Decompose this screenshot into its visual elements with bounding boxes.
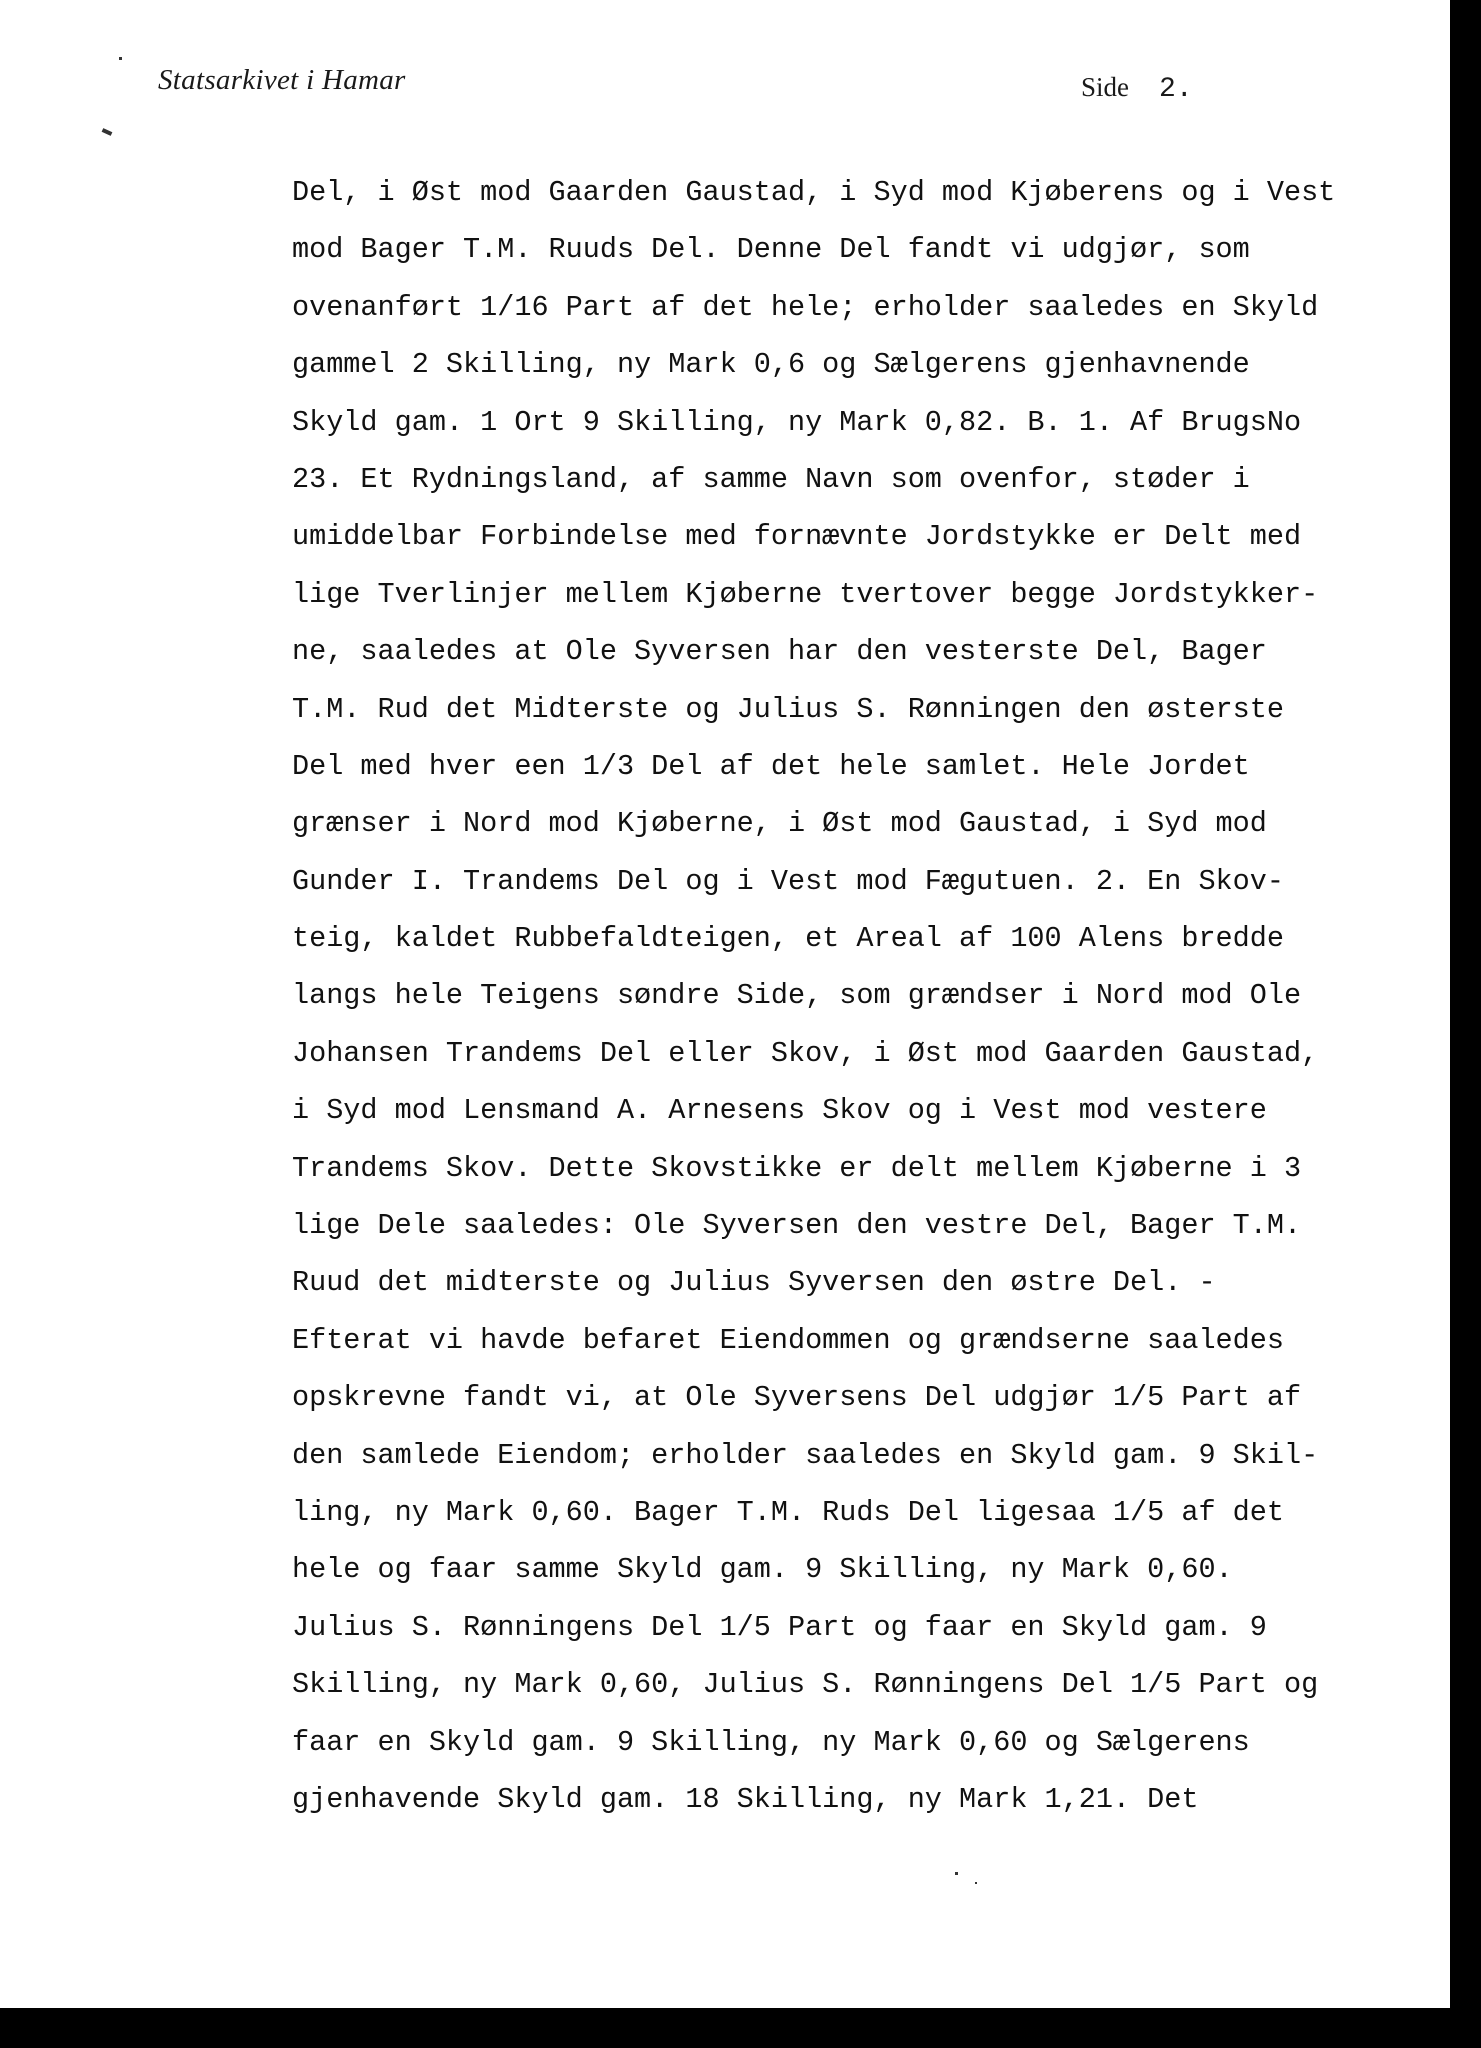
text-line: Ruud det midterste og Julius Syversen den østre Del. - xyxy=(292,1266,1216,1300)
text-line: opskrevne fandt vi, at Ole Syversens Del udgjør 1/5 Part af xyxy=(292,1381,1302,1415)
text-line: mod Bager T.M. Ruuds Del. Denne Del fandt vi udgjør, som xyxy=(292,233,1250,267)
text-line: Skilling, ny Mark 0,60, Julius S. Rønningens Del 1/5 Part og xyxy=(292,1668,1319,1702)
text-line: gjenhavende Skyld gam. 18 Skilling, ny Mark 1,21. Det xyxy=(292,1782,1199,1816)
page-label: Side xyxy=(1081,72,1130,102)
text-line: lige Tverlinjer mellem Kjøberne tvertover begge Jordstykker- xyxy=(292,577,1319,611)
text-line: den samlede Eiendom; erholder saaledes en Skyld gam. 9 Skil- xyxy=(292,1438,1319,1472)
text-line: Del med hver een 1/3 Del af det hele samlet. Hele Jordet xyxy=(292,749,1250,783)
text-line: T.M. Rud det Midterste og Julius S. Rønningen den østerste xyxy=(292,692,1284,726)
scan-speck xyxy=(975,1882,977,1884)
text-line: Julius S. Rønningens Del 1/5 Part og faar en Skyld gam. 9 xyxy=(292,1610,1267,1644)
text-line: Johansen Trandems Del eller Skov, i Øst mod Gaarden Gaustad, xyxy=(292,1036,1319,1070)
text-line: ovenanført 1/16 Part af det hele; erholder saaledes en Skyld xyxy=(292,290,1319,324)
text-line: grænser i Nord mod Kjøberne, i Øst mod Gaustad, i Syd mod xyxy=(292,807,1267,841)
text-line: umiddelbar Forbindelse med fornævnte Jordstykke er Delt med xyxy=(292,520,1302,554)
text-line: langs hele Teigens søndre Side, som grændser i Nord mod Ole xyxy=(292,979,1302,1013)
scan-speck xyxy=(119,57,122,60)
text-line: Skyld gam. 1 Ort 9 Skilling, ny Mark 0,82. B. 1. Af BrugsNo xyxy=(292,405,1302,439)
text-line: Trandems Skov. Dette Skovstikke er delt mellem Kjøberne i 3 xyxy=(292,1151,1302,1185)
text-line: ling, ny Mark 0,60. Bager T.M. Ruds Del ligesaa 1/5 af det xyxy=(292,1495,1284,1529)
typed-body-text xyxy=(292,164,1335,1828)
text-line: ne, saaledes at Ole Syversen har den vesterste Del, Bager xyxy=(292,635,1267,669)
text-line: faar en Skyld gam. 9 Skilling, ny Mark 0,60 og Sælgerens xyxy=(292,1725,1250,1759)
scan-speck xyxy=(102,128,113,136)
text-line: Efterat vi havde befaret Eiendommen og grændserne saaledes xyxy=(292,1323,1284,1357)
page-number-value: 2. xyxy=(1159,74,1193,105)
scan-speck xyxy=(955,1872,958,1875)
text-line: lige Dele saaledes: Ole Syversen den vestre Del, Bager T.M. xyxy=(292,1209,1302,1243)
text-line: gammel 2 Skilling, ny Mark 0,6 og Sælgerens gjenhavnende xyxy=(292,348,1250,382)
archive-name: Statsarkivet i Hamar xyxy=(158,64,406,96)
text-line: Del, i Øst mod Gaarden Gaustad, i Syd mod Kjøberens og i Vest xyxy=(292,176,1336,209)
text-line: teig, kaldet Rubbefaldteigen, et Areal af 100 Alens bredde xyxy=(292,922,1284,956)
text-line: i Syd mod Lensmand A. Arnesens Skov og i Vest mod vestere xyxy=(292,1094,1267,1128)
text-line: 23. Et Rydningsland, af samme Navn som ovenfor, støder i xyxy=(292,462,1250,496)
page-number xyxy=(1081,72,1193,105)
text-line: hele og faar samme Skyld gam. 9 Skilling, ny Mark 0,60. xyxy=(292,1553,1233,1587)
text-line: Gunder I. Trandems Del og i Vest mod Fægutuen. 2. En Skov- xyxy=(292,864,1284,898)
